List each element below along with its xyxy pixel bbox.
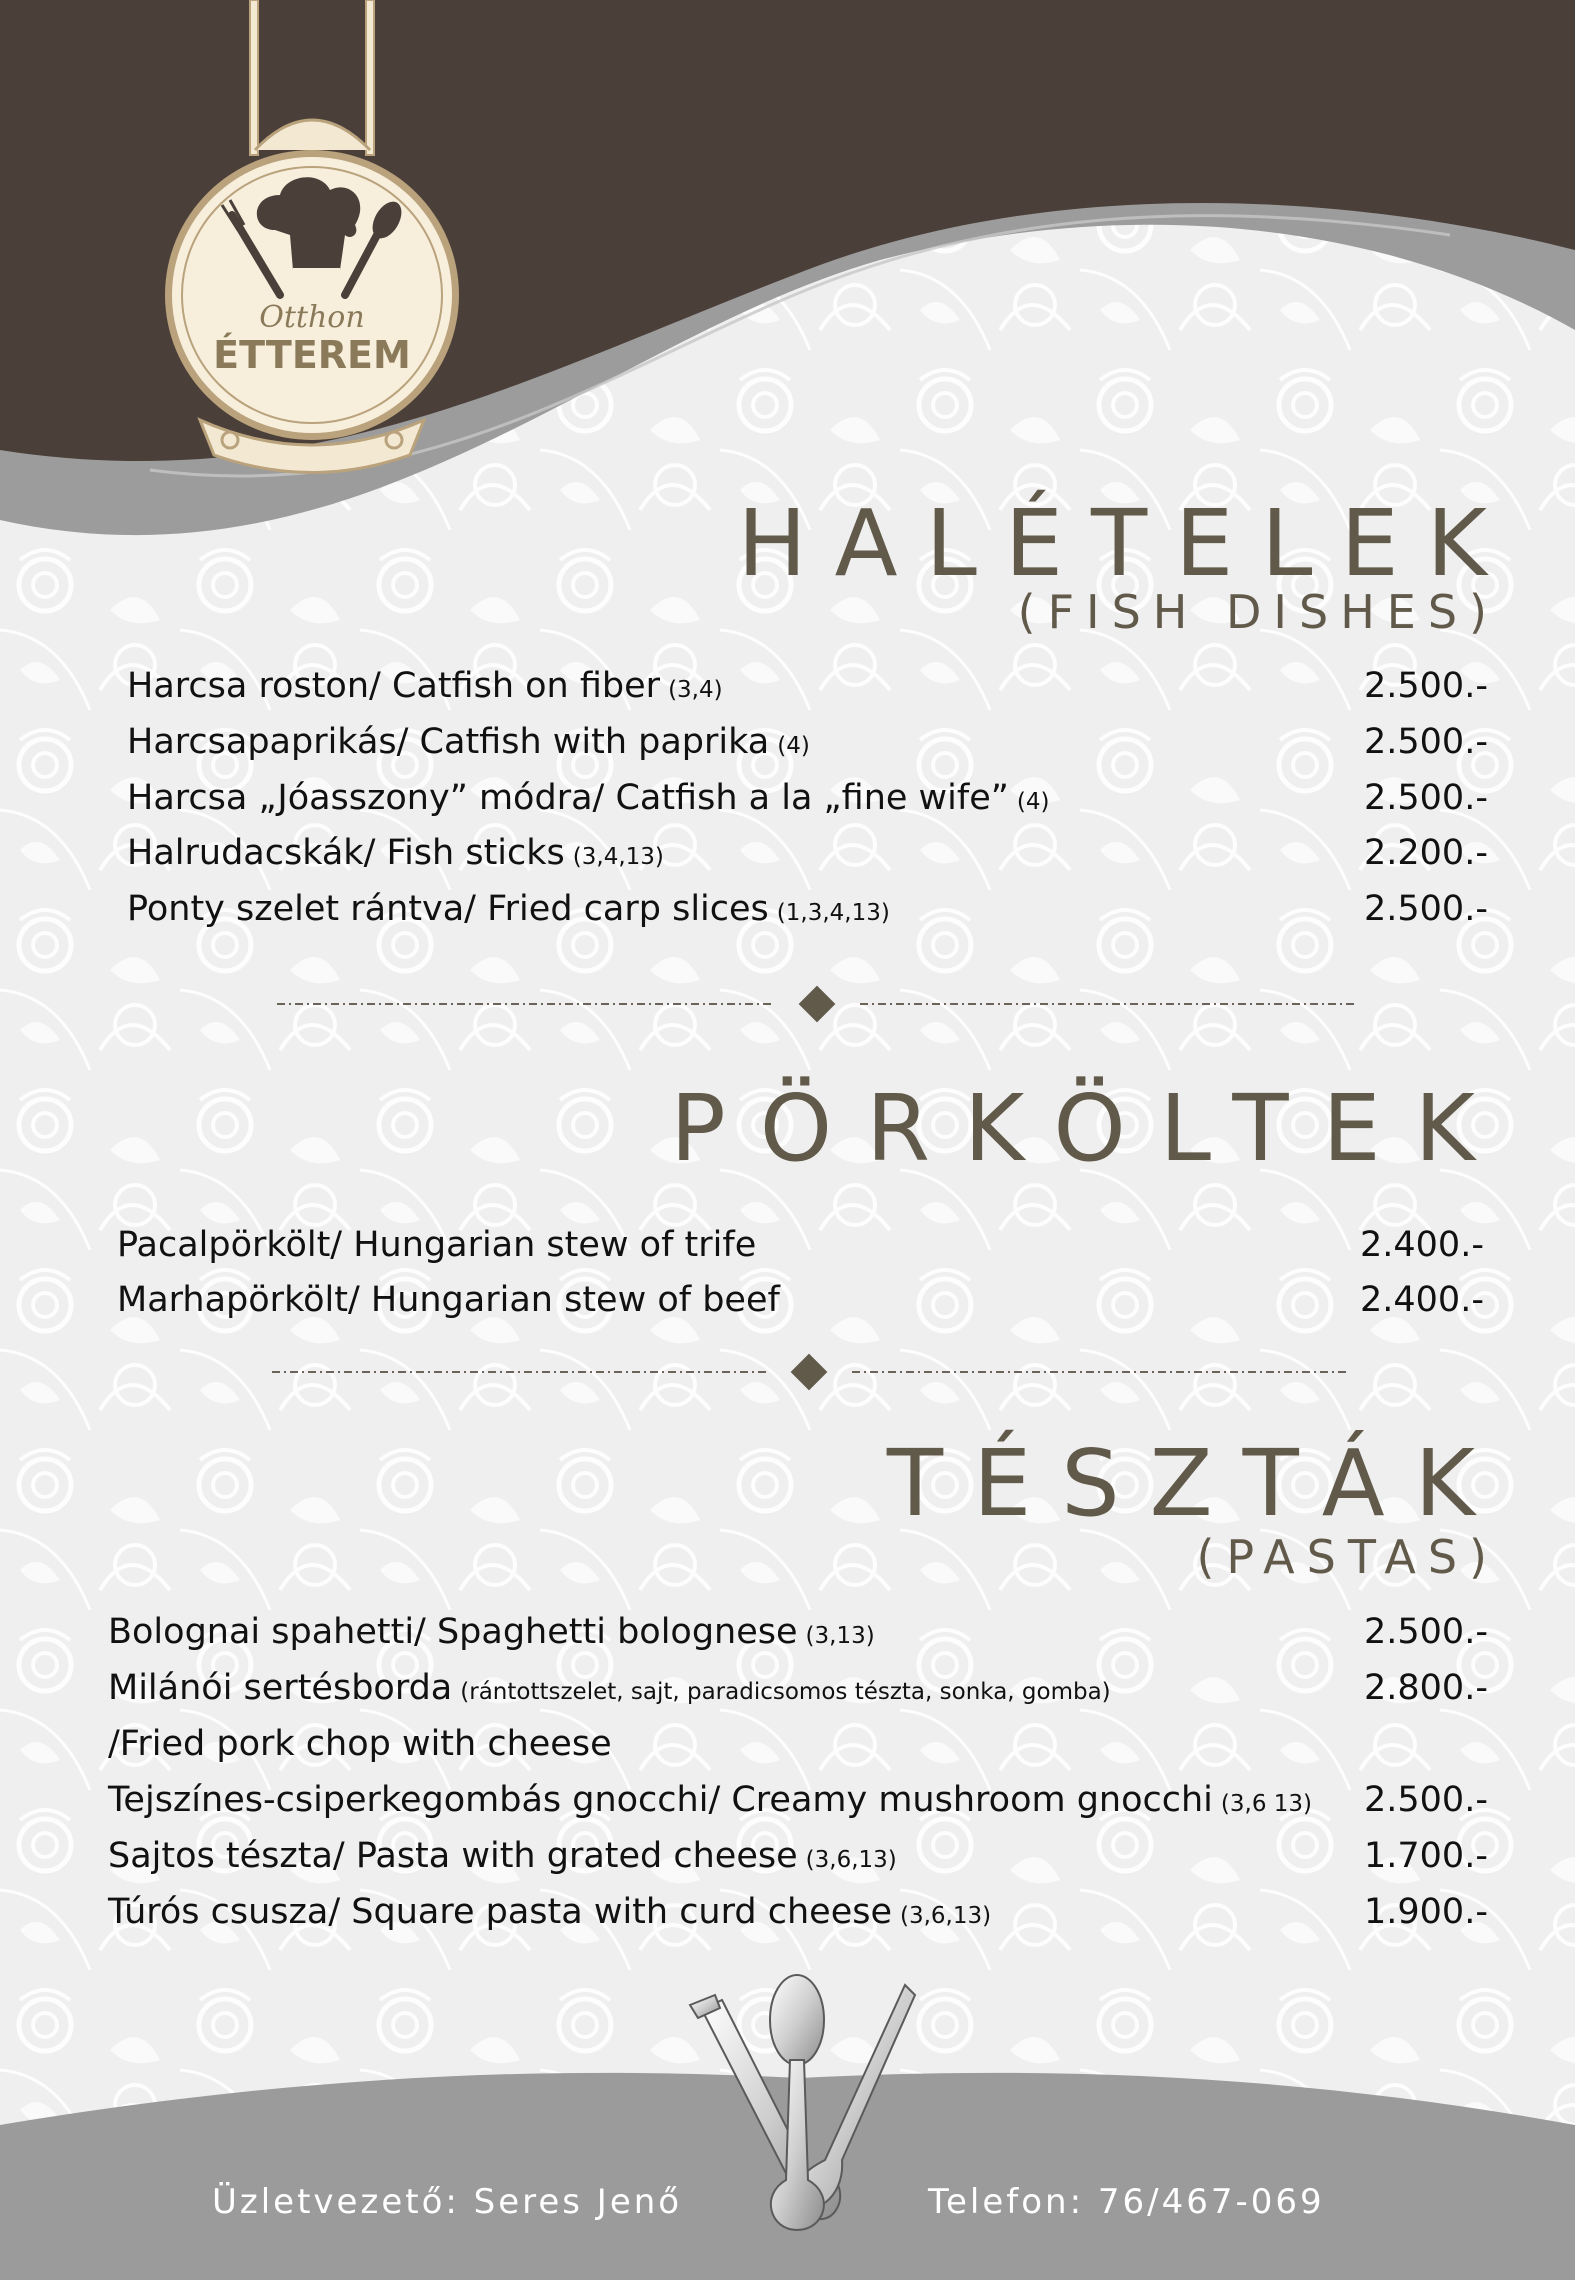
menu-item: Túrós csusza/ Square pasta with curd cheese (3,6,13) 1.900.- xyxy=(108,1892,1488,1932)
menu-item: Pacalpörkölt/ Hungarian stew of trife 2.400.- xyxy=(117,1225,1484,1265)
menu-item: Marhapörkölt/ Hungarian stew of beef 2.400.- xyxy=(117,1280,1484,1320)
section-subtitle-pastas: (PASTAS) xyxy=(1196,1530,1499,1584)
menu-item: Milánói sertésborda (rántottszelet, sajt, paradicsomos tészta, sonka, gomba) 2.800.- xyxy=(108,1668,1488,1708)
section-title-stews: PÖRKÖLTEK xyxy=(670,1075,1509,1182)
section-title-pastas: TÉSZTÁK xyxy=(886,1430,1505,1537)
section-subtitle-fish: (FISH DISHES) xyxy=(1017,585,1499,639)
menu-item: Bolognai spahetti/ Spaghetti bolognese (3,13) 2.500.- xyxy=(108,1612,1488,1652)
menu-item: Harcsa „Jóasszony” módra/ Catfish a la „fine wife” (4) 2.500.- xyxy=(127,778,1488,818)
menu-item: Halrudacskák/ Fish sticks (3,4,13) 2.200.- xyxy=(127,833,1488,873)
footer-phone: Telefon: 76/467-069 xyxy=(928,2182,1325,2222)
menu-item: Ponty szelet rántva/ Fried carp slices (1,3,4,13) 2.500.- xyxy=(127,889,1488,929)
menu-item: Harcsapaprikás/ Catfish with paprika (4) 2.500.- xyxy=(127,722,1488,762)
section-title-fish: HALÉTELEK xyxy=(737,490,1515,597)
footer-manager: Üzletvezető: Seres Jenő xyxy=(212,2182,683,2222)
menu-item: Tejszínes-csiperkegombás gnocchi/ Creamy mushroom gnocchi (3,6 13) 2.500.- xyxy=(108,1780,1488,1820)
menu-item: Sajtos tészta/ Pasta with grated cheese (3,6,13) 1.700.- xyxy=(108,1836,1488,1876)
logo-name: ÉTTEREM xyxy=(213,333,411,377)
menu-item: Harcsa roston/ Catfish on fiber (3,4) 2.500.- xyxy=(127,666,1488,706)
logo-script-text: Otthon xyxy=(259,300,365,335)
menu-item: /Fried pork chop with cheese xyxy=(108,1724,612,1764)
